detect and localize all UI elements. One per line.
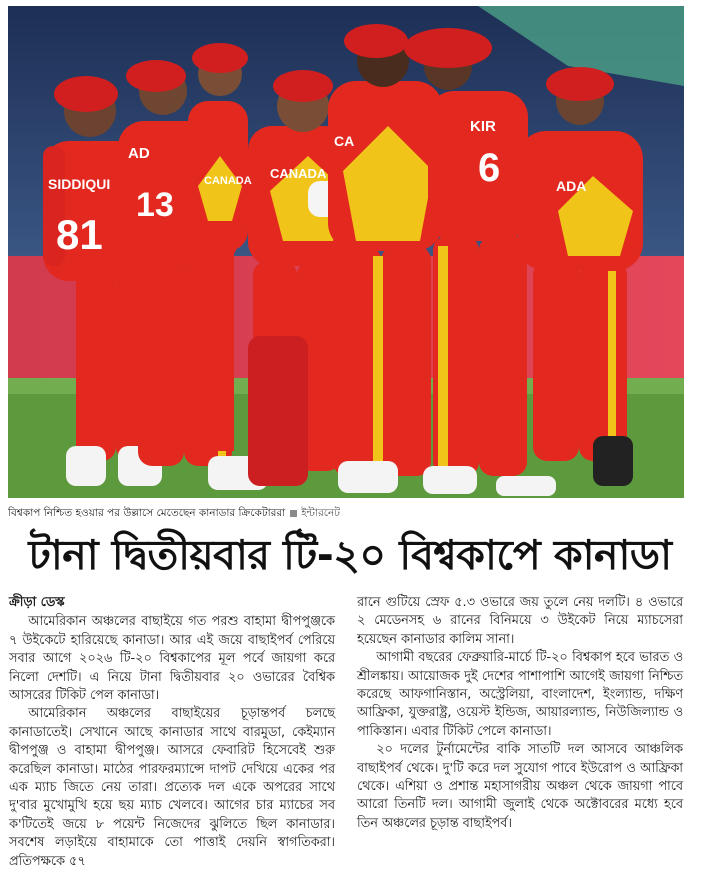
photo-caption [8, 505, 688, 521]
caption-credit: ইন্টারনেট [301, 507, 340, 519]
caption-separator-icon [290, 510, 297, 517]
article-paragraph: আমেরিকান অঞ্চলের বাছাইয়ের চূড়ান্তপর্ব চলছে কানাডাতেই। সেখানে আছে কানাডার সাথে বারমুডা, কেইম্যান দ্বীপপুঞ্জ ও বাহামা দ্বীপপুঞ্জ। আসরে ফেবারিট হিসেবেই শুরু করেছিল কানাডা। মাঠের পারফরম্যান্সে দাপট দেখিয়ে একের পর এক ম্যাচ জিতে নেয় তারা। প্রত্যেক দল একে অপরের সাথে দু'বার মুখোমুখি হয়ে ছয় ম্যাচ খেলবে। আগের চার ম্যাচের সব ক'টিতেই জয়ে ৮ পয়েন্ট নিজেদের ঝুলিতে ছিল কানাডার। সবশেষ লড়াইয়ে বাহামাকে তো পাত্তাই দেয়নি স্বাগতিকরা। প্রতিপক্ষকে ৫৭ [9, 706, 335, 869]
article-desk: ক্রীড়া ডেস্ক [9, 595, 65, 610]
jersey-name-canada: CANADA [270, 166, 327, 181]
article-paragraph: ২০ দলের টুর্নামেন্টের বাকি সাতটি দল আসবে আঞ্চলিক বাছাইপর্ব থেকে। দু'টি করে দল সুযোগ পাবে ইউরোপ ও আফ্রিকা থেকে। এশিয়া ও প্রশান্ত মহাসাগরীয় অঞ্চল থেকে জায়গা পাবে আরো তিনটি দল। আগামী জুলাই থেকে অক্টোবরের মধ্যে হবে তিন অঞ্চলের চূড়ান্ত বাছাইপর্ব। [357, 742, 683, 831]
jersey-name-kir: KIR [470, 118, 496, 135]
jersey-name-ca: CA [334, 133, 355, 149]
jersey-name-siddiqui: SIDDIQUI [48, 176, 111, 192]
jersey-name-ada: ADA [556, 178, 587, 194]
photo-artwork [8, 6, 684, 498]
jersey-number-81: 81 [56, 211, 103, 258]
caption-text: বিশ্বকাপ নিশ্চিত হওয়ার পর উল্লাসে মেতেছেন কানাডার ক্রিকেটাররা [8, 507, 286, 519]
article-paragraph: আগামী বছরের ফেব্রুয়ারি-মার্চে টি-২০ বিশ্বকাপ হবে ভারত ও শ্রীলঙ্কায়। আয়োজক দুই দেশের পাশাপাশি আগেই জায়গা নিশ্চিত করেছে আফগানিস্তান, অস্ট্রেলিয়া, বাংলাদেশ, ইংল্যান্ড, দক্ষিণ আফ্রিকা, যুক্তরাষ্ট্র, ওয়েস্ট ইন্ডিজ, আয়ারল্যান্ড, নিউজিল্যান্ড ও পাকিস্তান। এবার টিকিট পেলে কানাডা। [357, 650, 683, 739]
article-column-right [357, 594, 683, 833]
jersey-name-canada-2: CANADA [204, 175, 252, 187]
article-column-left [9, 594, 335, 871]
leg-pad [248, 336, 308, 486]
article-paragraph: আমেরিকান অঞ্চলের বাছাইয়ে গত পরশু বাহামা দ্বীপপুঞ্জকে ৭ উইকেটে হারিয়েছে কানাডা। আর এই জয়ে বাছাইপর্ব পেরিয়ে সবার আগে ২০২৬ টি-২০ বিশ্বকাপের মূল পর্বে জায়গা করে নিলো দেশটি। এ নিয়ে টানা দ্বিতীয়বার ২০ ওভারের বৈশ্বিক আসরের টিকিট পেল কানাডা। [9, 614, 335, 704]
headline: টানা দ্বিতীয়বার টি-২০ বিশ্বকাপে কানাডা [28, 531, 672, 579]
player-five [328, 24, 443, 493]
jersey-number-6: 6 [478, 146, 501, 190]
team-celebration-photo [8, 6, 684, 498]
jersey-number-13: 13 [136, 186, 174, 224]
jersey-name-ad: AD [128, 145, 150, 162]
article-paragraph-continued: রানে গুটিয়ে স্রেফ ৫.৩ ওভারে জয় তুলে নেয় দলটি। ৪ ওভারে ২ মেডেনসহ ৬ রানের বিনিময়ে ৩ উইকেট নিয়ে ম্যাচসেরা হয়েছেন কানাডার কালিম সানা। [357, 595, 683, 647]
